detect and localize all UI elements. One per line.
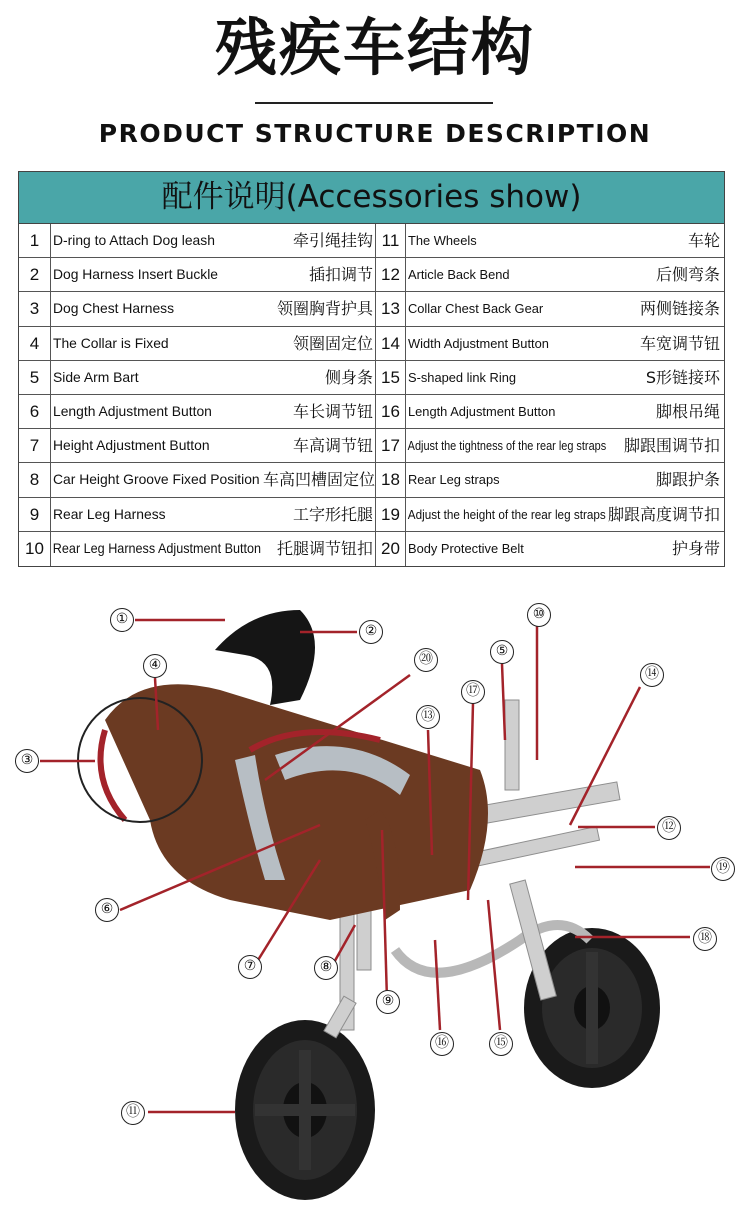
row-english-right: Adjust the tightness of the rear leg straps [407, 438, 607, 454]
row-number-right: 14 [376, 327, 406, 360]
row-chinese-left: 侧身条 [263, 361, 376, 394]
row-chinese-right: 脚跟护条 [655, 470, 720, 490]
callout-17: ⑰ [461, 680, 485, 704]
row-chinese-left: 领圈固定位 [263, 327, 376, 360]
row-number-right: 17 [376, 429, 406, 462]
table-row [19, 429, 724, 463]
row-english-left: Side Arm Bart [52, 368, 139, 385]
row-number-left: 3 [19, 292, 51, 325]
callout-14: ⑭ [640, 663, 664, 687]
row-chinese-right: 脚跟围调节扣 [623, 436, 720, 456]
row-chinese-right: 护身带 [671, 538, 720, 558]
row-number-left: 2 [19, 258, 51, 291]
row-number-left: 9 [19, 498, 51, 531]
row-chinese-right: 脚跟高度调节扣 [608, 504, 721, 524]
row-number-right: 18 [376, 463, 406, 496]
table-row [19, 224, 724, 258]
table-row [19, 292, 724, 326]
accessories-table-header: 配件说明(Accessories show) [19, 172, 724, 224]
accessories-table [18, 171, 725, 567]
callout-15: ⑮ [489, 1032, 513, 1056]
row-english-left: Rear Leg Harness Adjustment Button [52, 539, 262, 556]
row-chinese-left: 车长调节钮 [263, 395, 376, 428]
row-chinese-right: 车宽调节钮 [639, 333, 720, 353]
row-chinese-right: 车轮 [687, 231, 720, 250]
wheelchair-diagram [0, 580, 750, 1225]
callout-6: ⑥ [95, 898, 119, 922]
callout-20: ⑳ [414, 648, 438, 672]
row-english-left: Rear Leg Harness [52, 505, 166, 522]
row-english-right: Article Back Bend [407, 267, 510, 283]
row-chinese-left: 托腿调节钮扣 [263, 532, 376, 566]
row-english-left: D-ring to Attach Dog leash [52, 232, 215, 248]
callout-4: ④ [143, 654, 167, 678]
page-title-chinese: 残疾车结构 [214, 11, 535, 84]
row-english-right: Adjust the height of the rear leg straps [407, 506, 606, 522]
row-number-right: 16 [376, 395, 406, 428]
row-english-right: Collar Chest Back Gear [407, 301, 544, 317]
row-chinese-left: 车高调节钮 [263, 429, 376, 462]
title-divider [255, 102, 493, 104]
table-row [19, 532, 724, 566]
callout-5: ⑤ [490, 640, 514, 664]
row-number-left: 8 [19, 463, 51, 496]
row-english-right: Body Protective Belt [407, 540, 524, 556]
row-number-left: 6 [19, 395, 51, 428]
callout-10: ⑩ [527, 603, 551, 627]
front-wheel-icon [235, 1020, 375, 1200]
row-english-left: Dog Chest Harness [52, 300, 175, 317]
table-row [19, 395, 724, 429]
row-number-left: 4 [19, 327, 51, 360]
callout-11: ⑪ [121, 1101, 145, 1125]
row-number-right: 12 [376, 258, 406, 291]
accessories-table-body [19, 224, 724, 566]
row-english-left: Car Height Groove Fixed Position [52, 471, 260, 488]
row-number-right: 15 [376, 361, 406, 394]
row-english-right: Width Adjustment Button [407, 335, 549, 351]
callout-7: ⑦ [238, 955, 262, 979]
callout-9: ⑨ [376, 990, 400, 1014]
row-english-left: Length Adjustment Button [52, 402, 212, 419]
row-chinese-left: 插扣调节 [263, 258, 376, 291]
row-chinese-left: 领圈胸背护具 [263, 292, 376, 325]
row-english-right: Length Adjustment Button [407, 403, 556, 419]
row-english-right: The Wheels [407, 233, 477, 248]
page-subtitle-english: PRODUCT STRUCTURE DESCRIPTION [98, 119, 652, 148]
row-chinese-right: 两侧链接条 [639, 299, 720, 319]
table-row [19, 258, 724, 292]
callout-2: ② [359, 620, 383, 644]
row-english-left: Dog Harness Insert Buckle [52, 266, 219, 283]
table-row [19, 463, 724, 497]
row-chinese-left: 车高凹槽固定位 [263, 463, 376, 496]
callout-13: ⑬ [416, 705, 440, 729]
row-number-right: 13 [376, 292, 406, 325]
row-chinese-right: 脚根吊绳 [655, 401, 720, 421]
row-chinese-right: S形链接环 [645, 367, 720, 387]
row-number-left: 1 [19, 224, 51, 257]
row-english-right: S-shaped link Ring [407, 369, 517, 385]
callout-1: ① [110, 608, 134, 632]
table-row [19, 361, 724, 395]
row-chinese-right: 后侧弯条 [655, 265, 720, 285]
row-english-left: The Collar is Fixed [52, 334, 169, 351]
callout-16: ⑯ [430, 1032, 454, 1056]
callout-18: ⑱ [693, 927, 717, 951]
row-number-left: 5 [19, 361, 51, 394]
row-number-left: 7 [19, 429, 51, 462]
callout-8: ⑧ [314, 956, 338, 980]
callout-19: ⑲ [711, 857, 735, 881]
table-row [19, 327, 724, 361]
row-number-right: 19 [376, 498, 406, 531]
row-english-right: Rear Leg straps [407, 472, 500, 488]
row-chinese-left: 工字形托腿 [263, 498, 376, 531]
row-number-right: 20 [376, 532, 406, 566]
row-chinese-left: 牵引绳挂钩 [263, 224, 376, 257]
callout-12: ⑫ [657, 816, 681, 840]
row-number-right: 11 [376, 224, 406, 257]
row-number-left: 10 [19, 532, 51, 566]
table-row [19, 498, 724, 532]
row-english-left: Height Adjustment Button [52, 437, 210, 454]
callout-3: ③ [15, 749, 39, 773]
